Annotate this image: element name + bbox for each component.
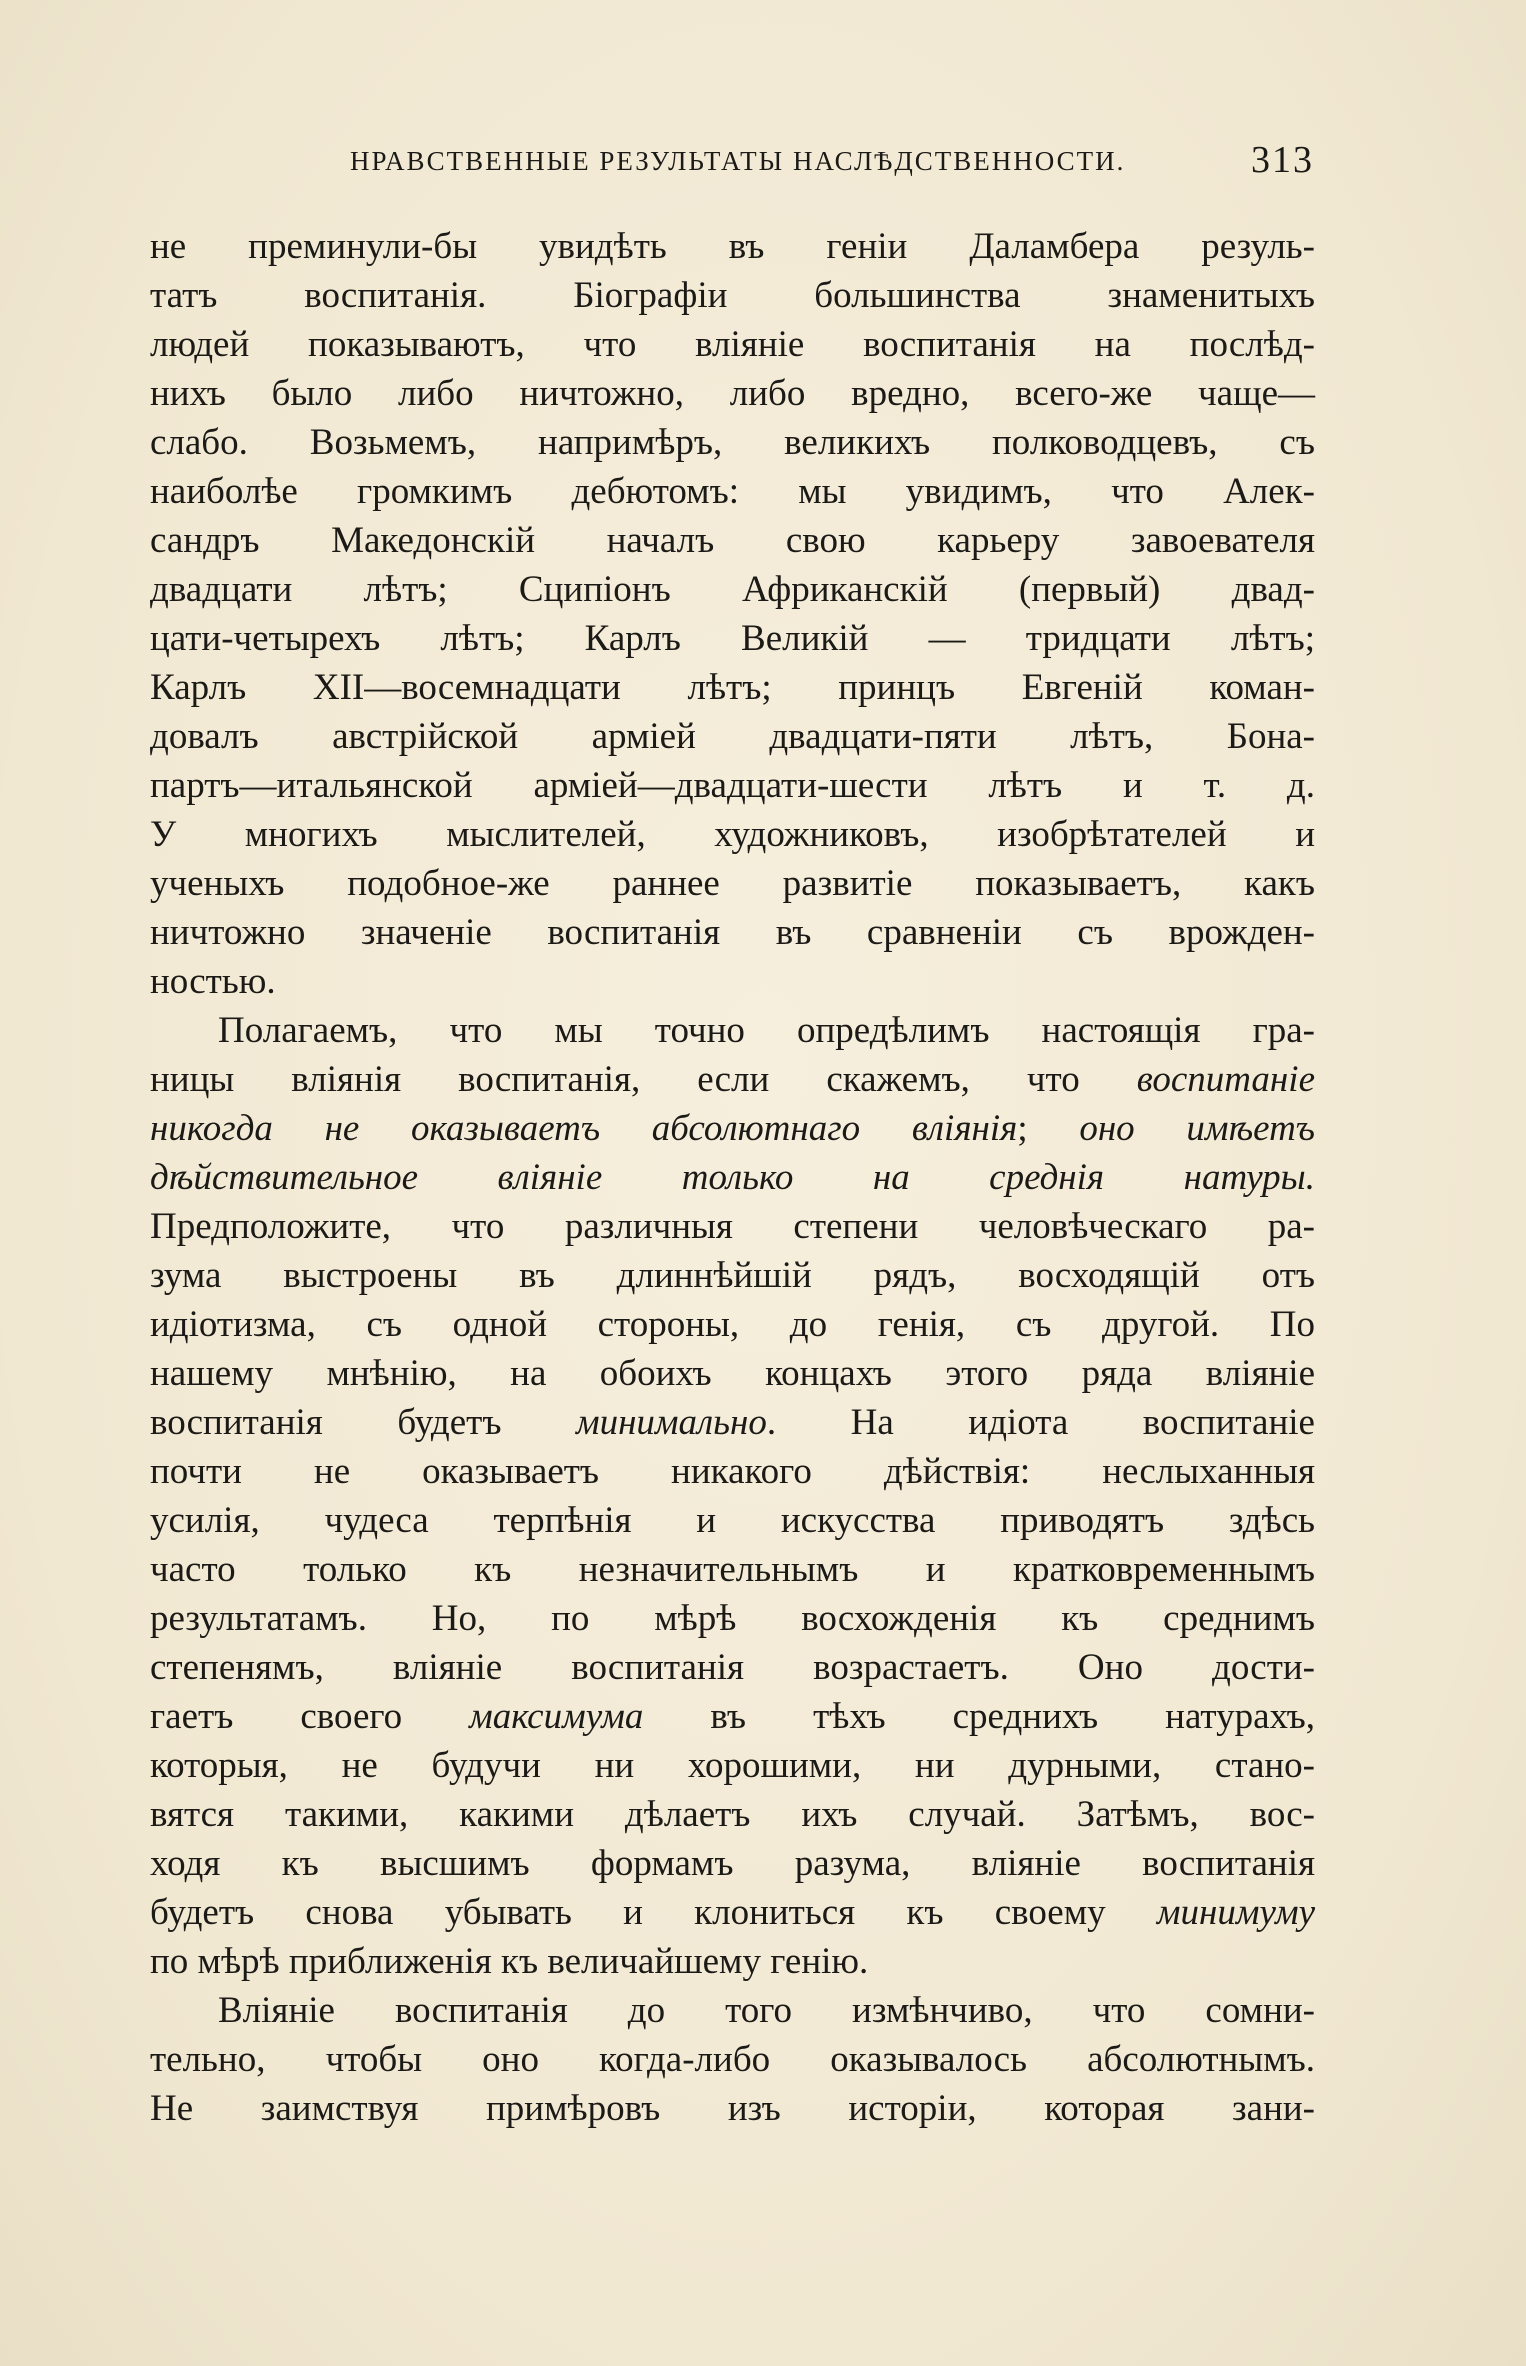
text-line: результатамъ. Но, по мѣрѣ восхожденія къ среднимъ [150, 1598, 1315, 1639]
text-line: зума выстроены въ длиннѣйшій рядъ, восходящій отъ [150, 1255, 1315, 1296]
text-run: . На идіота воспитаніе [766, 1402, 1315, 1443]
text-line: вятся такими, какими дѣлаетъ ихъ случай. Затѣмъ, вос- [150, 1794, 1315, 1835]
text-line: не преминули-бы увидѣть въ геніи Даламбера резуль- [150, 226, 1315, 267]
text-line: по мѣрѣ приближенія къ величайшему генію. [150, 1941, 869, 1982]
text-run: ницы вліянія воспитанія, если скажемъ, что [150, 1059, 1137, 1100]
text-line: нашему мнѣнію, на обоихъ концахъ этого ряда вліяніе [150, 1353, 1315, 1394]
text-line: ходя къ высшимъ формамъ разума, вліяніе воспитанія [150, 1843, 1315, 1884]
text-line: наиболѣе громкимъ дебютомъ: мы увидимъ, что Алек- [150, 471, 1315, 512]
text-line: Карлъ XII—восемнадцати лѣтъ; принцъ Евгеній коман- [150, 667, 1315, 708]
text-line: партъ—итальянской арміей—двадцати-шести лѣтъ и т. д. [150, 765, 1315, 806]
text-line: усилія, чудеса терпѣнія и искусства приводятъ здѣсь [150, 1500, 1315, 1541]
text-line: ученыхъ подобное-же раннее развитіе показываетъ, какъ [150, 863, 1315, 904]
text-run: ; [1017, 1108, 1080, 1149]
text-line: Полагаемъ, что мы точно опредѣлимъ настоящія гра- [218, 1010, 1315, 1051]
text-run: будетъ снова убывать и клониться къ своему [150, 1892, 1157, 1933]
italic-run: минимуму [1156, 1892, 1315, 1933]
italic-run: максимума [469, 1696, 644, 1737]
text-line: почти не оказываетъ никакого дѣйствія: неслыханныя [150, 1451, 1315, 1492]
text-line [150, 1055, 1315, 1104]
text-line: сандръ Македонскій началъ свою карьеру завоевателя [150, 520, 1315, 561]
text-line: идіотизма, съ одной стороны, до генія, съ другой. По [150, 1304, 1315, 1345]
text-line: которыя, не будучи ни хорошими, ни дурными, стано- [150, 1745, 1315, 1786]
text-line: Вліяніе воспитанія до того измѣнчиво, что сомни- [218, 1990, 1315, 2031]
text-line: людей показываютъ, что вліяніе воспитанія на послѣд- [150, 324, 1315, 365]
text-line: степенямъ, вліяніе воспитанія возрастаетъ. Оно дости- [150, 1647, 1315, 1688]
text-line: дѣйствительное вліяніе только на среднія натуры. [150, 1157, 1315, 1198]
text-line: довалъ австрійской арміей двадцати-пяти лѣтъ, Бона- [150, 716, 1315, 757]
running-title: НРАВСТВЕННЫЕ РЕЗУЛЬТАТЫ НАСЛѢДСТВЕННОСТИ. [350, 146, 1126, 176]
text-line: цати-четырехъ лѣтъ; Карлъ Великій — тридцати лѣтъ; [150, 618, 1315, 659]
text-line: У многихъ мыслителей, художниковъ, изобрѣтателей и [150, 814, 1315, 855]
text-run: гаетъ своего [150, 1696, 470, 1737]
italic-run: никогда не оказываетъ абсолютнаго вліянія [150, 1108, 1018, 1149]
text-line: ностью. [150, 961, 276, 1002]
italic-run: минимально [575, 1402, 767, 1443]
body-text [150, 222, 1315, 2133]
page-number: 313 [1251, 139, 1314, 181]
text-run: воспитанія будетъ [150, 1402, 576, 1443]
text-line: слабо. Возьмемъ, напримѣръ, великихъ полководцевъ, съ [150, 422, 1315, 463]
text-line: часто только къ незначительнымъ и кратковременнымъ [150, 1549, 1315, 1590]
text-line: Предположите, что различныя степени человѣческаго ра- [150, 1206, 1315, 1247]
text-line: татъ воспитанія. Біографіи большинства знаменитыхъ [150, 275, 1315, 316]
text-line [150, 1104, 1315, 1153]
italic-run: оно имѣетъ [1079, 1108, 1315, 1149]
text-line: тельно, чтобы оно когда-либо оказывалось абсолютнымъ. [150, 2039, 1315, 2080]
text-line: нихъ было либо ничтожно, либо вредно, всего-же чаще— [150, 373, 1315, 414]
text-line: ничтожно значеніе воспитанія въ сравненіи съ врожден- [150, 912, 1315, 953]
text-run: въ тѣхъ среднихъ натурахъ, [643, 1696, 1316, 1737]
italic-run: воспитаніе [1136, 1059, 1315, 1100]
text-line [150, 1888, 1315, 1937]
text-line: Не заимствуя примѣровъ изъ исторіи, которая зани- [150, 2088, 1315, 2129]
text-line [150, 1692, 1315, 1741]
text-line: двадцати лѣтъ; Сципіонъ Африканскій (первый) двад- [150, 569, 1315, 610]
text-line [150, 1398, 1315, 1447]
